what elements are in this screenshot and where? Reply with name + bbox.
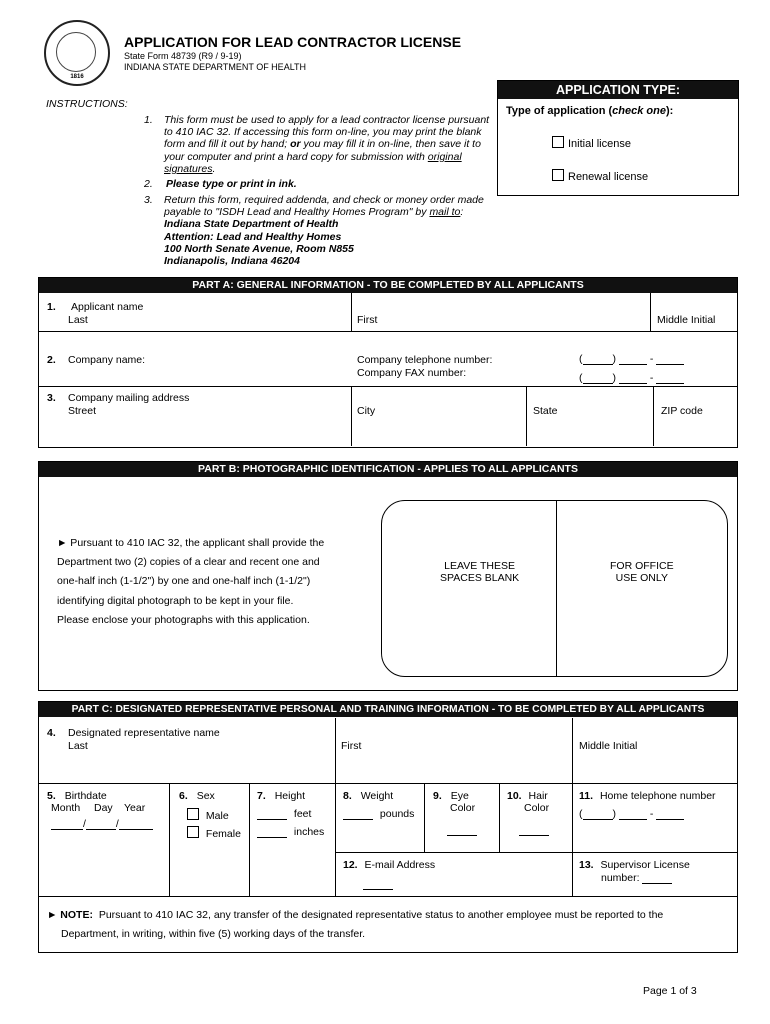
office-use-label: FOR OFFICE USE ONLY [610, 560, 674, 584]
company-name-field[interactable]: Company name: [68, 354, 146, 366]
application-type-box [497, 80, 739, 196]
rep-last-name-field[interactable]: Last [68, 740, 88, 752]
company-phone-field[interactable]: ( ) - [579, 353, 684, 365]
state-seal-logo [44, 20, 110, 86]
transfer-note-2: Department, in writing, within five (5) working days of the transfer. [61, 928, 366, 940]
eye-color-label: 9. Eye [433, 790, 469, 802]
rep-name-label: Designated representative name [68, 727, 220, 739]
rep-middle-initial-field[interactable]: Middle Initial [579, 740, 638, 752]
instruction-3: Return this form, required addenda, and check or money order made payable to "ISDH Lead and Healthy Homes Program" by mail to: Indiana State Department of Health Attention: Lead and Healthy Homes 100 North Senate Avenue, Room N855 Indianapolis, Indiana 46204 [164, 194, 484, 268]
home-phone-label: 11. Home telephone number [579, 790, 716, 802]
company-fax-field[interactable]: ( ) - [579, 372, 684, 384]
hair-color-field[interactable] [519, 824, 549, 836]
height-feet-field[interactable]: feet [257, 808, 311, 820]
zip-code-field[interactable]: ZIP code [661, 405, 703, 417]
q1-number: 1. [47, 301, 56, 313]
instruction-1-number: 1. [144, 114, 153, 126]
page-number: Page 1 of 3 [643, 985, 697, 997]
sex-label: 6. Sex [179, 790, 215, 802]
day-label: Day [94, 802, 113, 814]
applicant-first-name-field[interactable]: First [357, 314, 378, 326]
state-field[interactable]: State [533, 405, 558, 417]
mailing-address-line: Indianapolis, Indiana 46204 [164, 255, 300, 268]
height-inches-field[interactable]: inches [257, 826, 324, 838]
part-b-header: PART B: PHOTOGRAPHIC IDENTIFICATION - APPLIES TO ALL APPLICANTS [39, 462, 737, 477]
renewal-license-checkbox[interactable] [552, 169, 564, 181]
street-field[interactable]: Street [68, 405, 97, 417]
company-address-label: Company mailing address [68, 392, 190, 404]
rep-first-name-field[interactable]: First [341, 740, 362, 752]
renewal-license-option[interactable]: Renewal license [552, 169, 648, 183]
applicant-last-name-field[interactable]: Last [68, 314, 88, 326]
male-checkbox[interactable] [187, 808, 199, 820]
part-c-header: PART C: DESIGNATED REPRESENTATIVE PERSONAL AND TRAINING INFORMATION - TO BE COMPLETED BY ALL APPLICANTS [39, 702, 737, 717]
email-field[interactable] [363, 878, 393, 890]
female-checkbox[interactable] [187, 826, 199, 838]
part-a-section [38, 277, 738, 448]
hair-color-label: 10. Hair [507, 790, 548, 802]
photo-area [381, 500, 728, 677]
birthdate-field[interactable]: / / [51, 818, 153, 830]
applicant-middle-initial-field[interactable]: Middle Initial [657, 314, 716, 326]
seal-inner-ring [56, 32, 96, 72]
initial-license-option[interactable]: Initial license [552, 136, 631, 150]
instruction-3-number: 3. [144, 194, 153, 206]
weight-field[interactable]: pounds [343, 808, 414, 820]
eye-color-label-2: Color [450, 802, 476, 814]
q3-number: 3. [47, 392, 56, 404]
company-phone-label: Company telephone number: [357, 354, 493, 366]
leave-blank-label: LEAVE THESE SPACES BLANK [440, 560, 520, 584]
birthdate-label: 5. Birthdate [47, 790, 107, 802]
mailing-address-line: 100 North Senate Avenue, Room N855 [164, 242, 354, 255]
application-type-prompt: Type of application (check one): [506, 105, 674, 117]
q4-number: 4. [47, 727, 56, 739]
mailing-address-line: Attention: Lead and Healthy Homes [164, 230, 342, 243]
form-number: State Form 48739 (R9 / 9-19) [124, 51, 242, 61]
part-a-header: PART A: GENERAL INFORMATION - TO BE COMPLETED BY ALL APPLICANTS [39, 278, 737, 293]
initial-license-checkbox[interactable] [552, 136, 564, 148]
eye-color-field[interactable] [447, 824, 477, 836]
height-label: 7. Height [257, 790, 306, 802]
instruction-2-number: 2. [144, 178, 153, 190]
instruction-2: Please type or print in ink. [166, 178, 297, 190]
seal-year: 1816 [70, 74, 84, 80]
year-label: Year [124, 802, 146, 814]
application-type-header: APPLICATION TYPE: [498, 81, 738, 99]
male-option[interactable]: Male [187, 808, 229, 822]
q2-number: 2. [47, 354, 56, 366]
applicant-name-label: Applicant name [71, 301, 144, 313]
form-title: APPLICATION FOR LEAD CONTRACTOR LICENSE [124, 34, 462, 50]
weight-label: 8. Weight [343, 790, 394, 802]
instruction-1: This form must be used to apply for a lead contractor license pursuant to 410 IAC 32. If accessing this form on-line, you may print the blank form and fill it out by hand; or you may fill it in on-line, then save it to your computer and print a hard copy for submission with original signatures. [164, 114, 490, 175]
supervisor-license-field[interactable]: number: [601, 872, 672, 884]
email-label: 12. E-mail Address [343, 859, 436, 871]
photo-instructions: ► Pursuant to 410 IAC 32, the applicant shall provide the Department two (2) copies of a clear and recent one and one-half inch (1-1/2") by one and one-half inch (1-1/2") identifying digital photograph to be kept in your file. Please enclose your photographs with this application. [57, 537, 325, 626]
instructions-label: INSTRUCTIONS: [46, 98, 128, 110]
company-fax-label: Company FAX number: [357, 367, 467, 379]
city-field[interactable]: City [357, 405, 376, 417]
home-phone-field[interactable]: ( ) - [579, 808, 684, 820]
month-label: Month [51, 802, 81, 814]
transfer-note: ► NOTE: Pursuant to 410 IAC 32, any transfer of the designated representative status to another employee must be reported to the [47, 909, 664, 921]
department-name: INDIANA STATE DEPARTMENT OF HEALTH [124, 62, 307, 72]
supervisor-license-label: 13. Supervisor License [579, 859, 690, 871]
part-c-section [38, 701, 738, 953]
mailing-address-line: Indiana State Department of Health [164, 218, 339, 231]
hair-color-label-2: Color [524, 802, 550, 814]
female-option[interactable]: Female [187, 826, 241, 840]
